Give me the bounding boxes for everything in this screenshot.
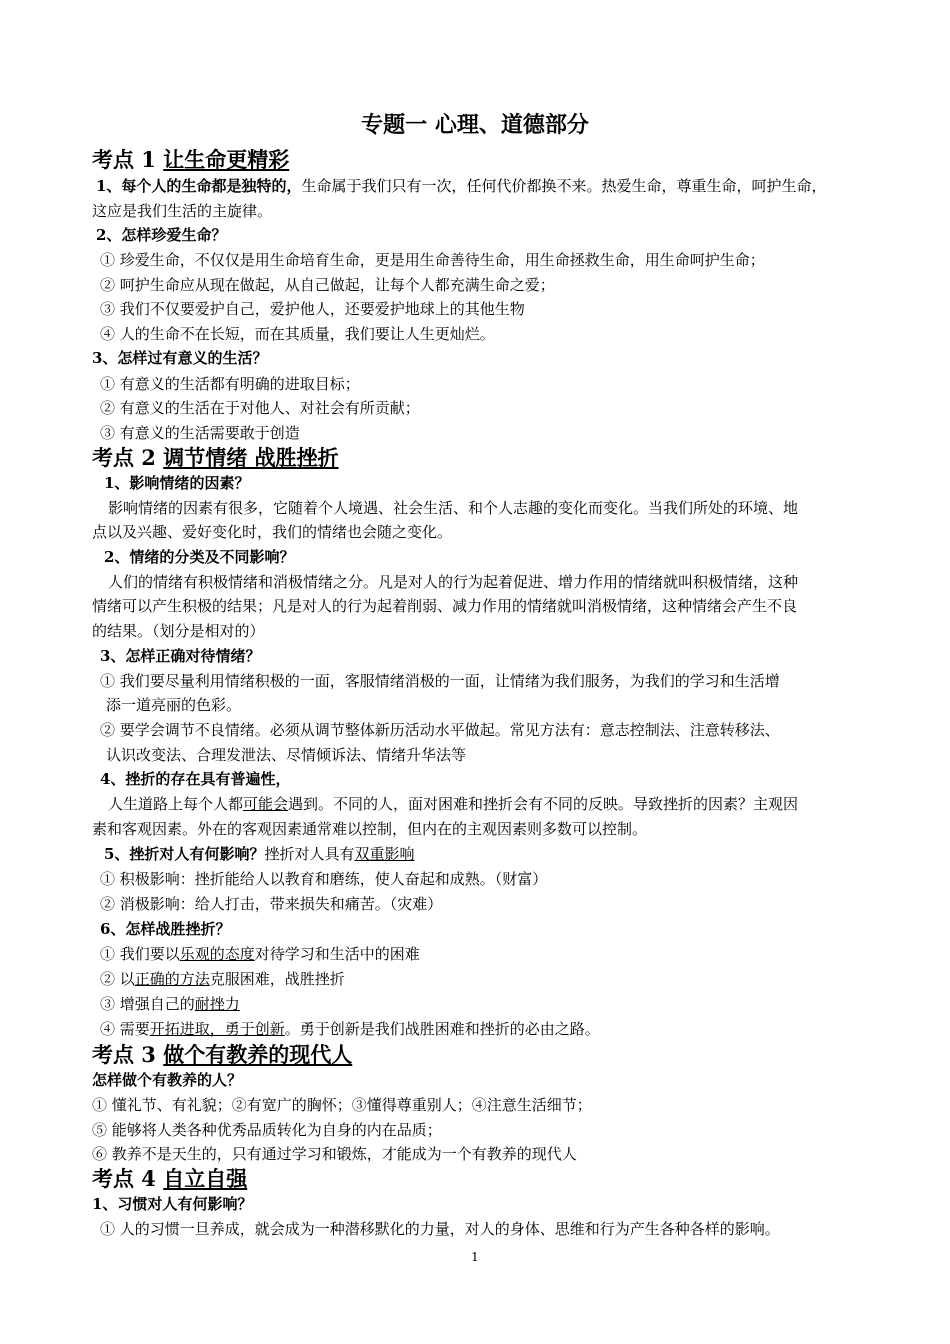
paragraph-text: 人生道路上每个人都 (108, 795, 244, 813)
list-item (100, 994, 240, 1014)
page-number: 1 (471, 1250, 479, 1264)
list-item: ⑥ 教养不是天生的，只有通过学习和锻炼，才能成为一个有教养的现代人 (92, 1145, 577, 1163)
question-label: 2、怎样珍爱生命？ (96, 226, 227, 244)
list-item: ① 我们要尽量利用情绪积极的一面，客服情绪消极的一面，让情绪为我们服务，为我们的学习和生活增 (100, 672, 780, 690)
list-item-text: ③ 增强自己的 (100, 995, 195, 1013)
question-label: 2、情绪的分类及不同影响？ (104, 548, 295, 566)
question-label: 1、影响情绪的因素？ (104, 474, 250, 492)
list-item: ② 要学会调节不良情绪。必须从调节整体新历活动水平做起。常见方法有：意志控制法、注意转移法、 (100, 721, 780, 739)
section-number: 考点 4 (92, 1166, 164, 1191)
paragraph-text: 的结果。（划分是相对的） (92, 622, 265, 640)
paragraph-text: 这应是我们生活的主旋律。 (92, 202, 273, 220)
paragraph-text: 点以及兴趣、爱好变化时，我们的情绪也会随之变化。 (92, 523, 453, 541)
paragraph-text: 情绪可以产生积极的结果；凡是对人的行为起着削弱、减力作用的情绪就叫消极情绪，这种情绪会产生不良 (92, 597, 798, 615)
paragraph-text: 遇到。不同的人，面对困难和挫折会有不同的反映。导致挫折的因素？主观因 (288, 795, 799, 813)
section-heading-2 (92, 446, 339, 470)
section-heading-1 (92, 148, 289, 172)
underlined-text: 双重影响 (354, 845, 415, 863)
question-label: 6、怎样战胜挫折？ (100, 920, 231, 938)
list-item: ① 珍爱生命，不仅仅是用生命培育生命，更是用生命善待生命，用生命拯救生命，用生命呵护生命； (100, 251, 765, 269)
question-label: 4、挫折的存在具有普遍性， (100, 770, 291, 788)
list-item: ② 消极影响：给人打击，带来损失和痛苦。（灾难） (100, 895, 443, 913)
section-title: 调节情绪 战胜挫折 (163, 445, 339, 470)
question-label: 怎样做个有教养的人？ (92, 1071, 243, 1089)
list-item (100, 969, 345, 989)
paragraph-text: 生命属于我们只有一次，任何代价都换不来。热爱生命，尊重生命，呵护生命， (301, 177, 827, 195)
paragraph-text: 挫折对人具有 (264, 845, 355, 863)
section-heading-3 (92, 1043, 352, 1067)
list-item (100, 944, 420, 964)
underlined-text: 开拓进取，勇于创新 (149, 1020, 285, 1038)
list-item-text: ② 以 (100, 970, 135, 988)
section-number: 考点 1 (92, 147, 164, 172)
list-item: ③ 有意义的生活需要敢于创造 (100, 424, 300, 442)
list-item-continuation: 认识改变法、合理发泄法、尽情倾诉法、情绪升华法等 (106, 746, 467, 764)
section-title: 让生命更精彩 (163, 147, 290, 172)
list-item: ① 有意义的生活都有明确的进取目标； (100, 375, 360, 393)
paragraph (96, 176, 826, 196)
list-item: ① 懂礼节、有礼貌；②有宽广的胸怀；③懂得尊重别人；④注意生活细节； (92, 1096, 592, 1114)
paragraph-text: 影响情绪的因素有很多，它随着个人境遇、社会生活、和个人志趣的变化而变化。当我们所处的环境、地 (108, 499, 799, 517)
list-item-text: ④ 需要 (100, 1020, 150, 1038)
underlined-text: 乐观的态度 (179, 945, 255, 963)
list-item: ① 积极影响：挫折能给人以教育和磨练，使人奋起和成熟。（财富） (100, 870, 548, 888)
underlined-text: 耐挫力 (194, 995, 240, 1013)
list-item: ① 人的习惯一旦养成，就会成为一种潜移默化的力量，对人的身体、思维和行为产生各种各样的影响。 (100, 1220, 780, 1238)
paragraph (104, 844, 414, 864)
section-number: 考点 3 (92, 1042, 164, 1067)
section-number: 考点 2 (92, 445, 164, 470)
paragraph (108, 794, 798, 814)
list-item: ④ 人的生命不在长短，而在其质量，我们要让人生更灿烂。 (100, 325, 495, 343)
list-item-text: ① 我们要以 (100, 945, 180, 963)
underlined-text: 正确的方法 (134, 970, 210, 988)
section-title: 做个有教养的现代人 (163, 1042, 353, 1067)
question-label: 3、怎样过有意义的生活？ (92, 349, 268, 367)
question-label: 5、挫折对人有何影响？ (104, 845, 265, 863)
question-label: 3、怎样正确对待情绪？ (100, 647, 261, 665)
section-title: 自立自强 (163, 1166, 248, 1191)
list-item (100, 1019, 600, 1039)
list-item-text: 克服困难，战胜挫折 (209, 970, 345, 988)
question-label: 1、每个人的生命都是独特的， (96, 177, 302, 195)
underlined-text: 可能会 (243, 795, 289, 813)
list-item: ⑤ 能够将人类各种优秀品质转化为自身的内在品质； (92, 1121, 442, 1139)
list-item: ② 呵护生命应从现在做起，从自己做起，让每个人都充满生命之爱； (100, 276, 555, 294)
paragraph-text: 素和客观因素。外在的客观因素通常难以控制，但内在的主观因素则多数可以控制。 (92, 820, 648, 838)
list-item: ② 有意义的生活在于对他人、对社会有所贡献； (100, 399, 420, 417)
section-heading-4 (92, 1167, 247, 1191)
list-item: ③ 我们不仅要爱护自己，爱护他人，还要爱护地球上的其他生物 (100, 300, 525, 318)
list-item-text: 对待学习和生活中的困难 (254, 945, 420, 963)
list-item-text: 。勇于创新是我们战胜困难和挫折的必由之路。 (284, 1020, 600, 1038)
list-item-continuation: 添一道亮丽的色彩。 (106, 696, 242, 714)
page-title: 专题一 心理、道德部分 (361, 112, 589, 138)
question-label: 1、习惯对人有何影响？ (92, 1195, 253, 1213)
paragraph-text: 人们的情绪有积极情绪和消极情绪之分。凡是对人的行为起着促进、增力作用的情绪就叫积极情绪，这种 (108, 573, 799, 591)
